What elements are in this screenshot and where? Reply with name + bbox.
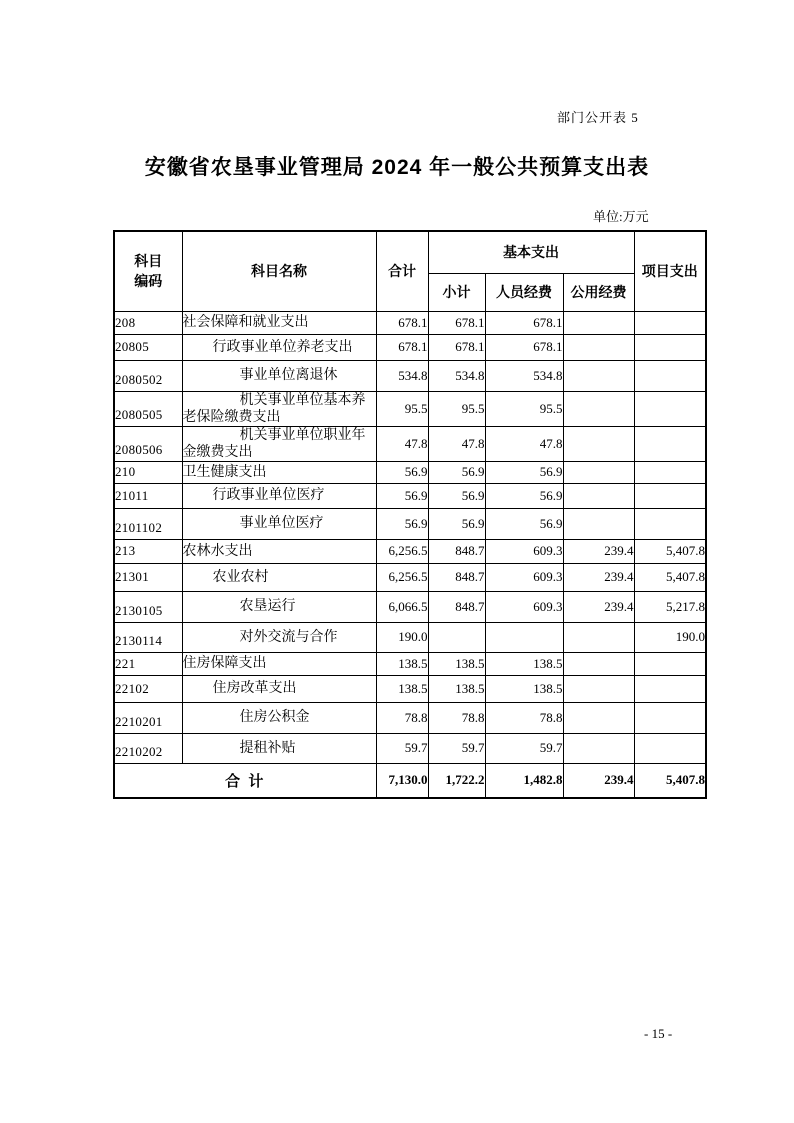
page-title: 安徽省农垦事业管理局 2024 年一般公共预算支出表	[144, 156, 650, 179]
personnel-value-cell: 138.5	[485, 675, 563, 702]
project-value-cell: 5,217.8	[634, 591, 706, 622]
subject-name-cell: 提租补贴	[182, 733, 376, 763]
project-value-cell	[634, 391, 706, 426]
project-value-cell	[634, 675, 706, 702]
total-value-cell: 190.0	[376, 622, 428, 652]
table-row	[114, 391, 706, 426]
project-value-cell	[634, 426, 706, 461]
public-value-cell: 239.4	[563, 539, 634, 563]
personnel-value-cell: 95.5	[485, 391, 563, 426]
subject-code-cell: 22102	[114, 675, 182, 702]
subject-name-cell: 行政事业单位医疗	[182, 483, 376, 508]
project-value-cell	[634, 652, 706, 675]
total-value-cell: 6,256.5	[376, 563, 428, 591]
subject-code-cell: 208	[114, 311, 182, 334]
project-value-cell: 190.0	[634, 622, 706, 652]
subtotal-value-cell: 534.8	[428, 360, 485, 391]
subject-name-cell: 农林水支出	[182, 539, 376, 563]
total-value-cell: 6,256.5	[376, 539, 428, 563]
subject-code-cell: 2080506	[114, 426, 182, 461]
total-value-cell: 534.8	[376, 360, 428, 391]
personnel-value-cell: 534.8	[485, 360, 563, 391]
subject-code-cell: 210	[114, 461, 182, 483]
grand-total-row	[114, 763, 706, 798]
project-value-cell	[634, 733, 706, 763]
personnel-value-cell	[485, 622, 563, 652]
subject-code-cell: 2210201	[114, 702, 182, 733]
subject-code-cell: 213	[114, 539, 182, 563]
personnel-value-cell: 56.9	[485, 461, 563, 483]
table-row	[114, 591, 706, 622]
total-value-cell: 78.8	[376, 702, 428, 733]
public-value-cell	[563, 461, 634, 483]
subtotal-value-cell: 848.7	[428, 563, 485, 591]
public-value-cell	[563, 733, 634, 763]
grand-total-label: 合 计	[114, 763, 376, 798]
grand-total-total-cell: 7,130.0	[376, 763, 428, 798]
table-row	[114, 622, 706, 652]
total-value-cell: 95.5	[376, 391, 428, 426]
subject-name-cell: 社会保障和就业支出	[182, 311, 376, 334]
table-row	[114, 426, 706, 461]
personnel-value-cell: 78.8	[485, 702, 563, 733]
subtotal-value-cell: 678.1	[428, 311, 485, 334]
table-header	[114, 231, 706, 311]
table-row	[114, 334, 706, 360]
personnel-value-cell: 609.3	[485, 539, 563, 563]
budget-table	[113, 230, 707, 799]
grand-total-project-cell: 5,407.8	[634, 763, 706, 798]
subject-name-cell: 机关事业单位基本养老保险缴费支出	[182, 391, 376, 426]
subject-code-cell: 2130114	[114, 622, 182, 652]
header-subject-name: 科目名称	[182, 231, 376, 311]
personnel-value-cell: 609.3	[485, 563, 563, 591]
total-value-cell: 678.1	[376, 311, 428, 334]
subject-code-cell: 2080505	[114, 391, 182, 426]
header-personnel-funds: 人员经费	[485, 273, 563, 311]
project-value-cell	[634, 360, 706, 391]
subtotal-value-cell: 138.5	[428, 652, 485, 675]
total-value-cell: 56.9	[376, 461, 428, 483]
subtotal-value-cell: 59.7	[428, 733, 485, 763]
total-value-cell: 678.1	[376, 334, 428, 360]
subject-code-cell: 21301	[114, 563, 182, 591]
grand-total-subtotal-cell: 1,722.2	[428, 763, 485, 798]
table-row	[114, 483, 706, 508]
subject-name-cell: 事业单位医疗	[182, 508, 376, 539]
table-row	[114, 360, 706, 391]
project-value-cell	[634, 483, 706, 508]
subject-name-cell: 对外交流与合作	[182, 622, 376, 652]
header-subject-code	[114, 231, 182, 311]
subject-code-cell: 2101102	[114, 508, 182, 539]
corner-note: 部门公开表 5	[557, 110, 639, 125]
project-value-cell	[634, 311, 706, 334]
table-row	[114, 652, 706, 675]
subject-name-cell: 住房保障支出	[182, 652, 376, 675]
public-value-cell: 239.4	[563, 591, 634, 622]
public-value-cell	[563, 311, 634, 334]
project-value-cell	[634, 461, 706, 483]
project-value-cell: 5,407.8	[634, 539, 706, 563]
table-row	[114, 508, 706, 539]
total-value-cell: 56.9	[376, 508, 428, 539]
total-value-cell: 56.9	[376, 483, 428, 508]
personnel-value-cell: 56.9	[485, 508, 563, 539]
subject-code-cell: 20805	[114, 334, 182, 360]
total-value-cell: 47.8	[376, 426, 428, 461]
table-row	[114, 539, 706, 563]
subject-name-cell: 农垦运行	[182, 591, 376, 622]
table-row	[114, 461, 706, 483]
header-public-funds: 公用经费	[563, 273, 634, 311]
header-total: 合计	[376, 231, 428, 311]
grand-total-public-cell: 239.4	[563, 763, 634, 798]
total-value-cell: 138.5	[376, 652, 428, 675]
public-value-cell	[563, 334, 634, 360]
public-value-cell	[563, 508, 634, 539]
subtotal-value-cell: 56.9	[428, 483, 485, 508]
subtotal-value-cell: 56.9	[428, 508, 485, 539]
table-row	[114, 675, 706, 702]
subtotal-value-cell: 78.8	[428, 702, 485, 733]
project-value-cell	[634, 334, 706, 360]
personnel-value-cell: 678.1	[485, 311, 563, 334]
public-value-cell	[563, 622, 634, 652]
subtotal-value-cell: 848.7	[428, 591, 485, 622]
header-subject-code-line1: 科目	[134, 253, 163, 270]
subtotal-value-cell: 138.5	[428, 675, 485, 702]
table-row	[114, 733, 706, 763]
personnel-value-cell: 59.7	[485, 733, 563, 763]
project-value-cell	[634, 702, 706, 733]
public-value-cell	[563, 426, 634, 461]
subject-code-cell: 221	[114, 652, 182, 675]
header-basic-expenditure: 基本支出	[428, 231, 634, 273]
public-value-cell	[563, 391, 634, 426]
personnel-value-cell: 609.3	[485, 591, 563, 622]
table-row	[114, 563, 706, 591]
subtotal-value-cell	[428, 622, 485, 652]
header-subtotal: 小计	[428, 273, 485, 311]
public-value-cell	[563, 675, 634, 702]
subtotal-value-cell: 47.8	[428, 426, 485, 461]
subject-code-cell: 2130105	[114, 591, 182, 622]
unit-label: 单位:万元	[593, 209, 649, 224]
public-value-cell	[563, 483, 634, 508]
public-value-cell	[563, 702, 634, 733]
personnel-value-cell: 138.5	[485, 652, 563, 675]
subject-name-cell: 住房公积金	[182, 702, 376, 733]
subject-name-cell: 卫生健康支出	[182, 461, 376, 483]
subject-name-cell: 事业单位离退休	[182, 360, 376, 391]
header-subject-code-line2: 编码	[134, 273, 163, 290]
public-value-cell	[563, 360, 634, 391]
personnel-value-cell: 678.1	[485, 334, 563, 360]
project-value-cell: 5,407.8	[634, 563, 706, 591]
project-value-cell	[634, 508, 706, 539]
personnel-value-cell: 47.8	[485, 426, 563, 461]
subtotal-value-cell: 95.5	[428, 391, 485, 426]
subject-name-cell: 农业农村	[182, 563, 376, 591]
public-value-cell: 239.4	[563, 563, 634, 591]
total-value-cell: 59.7	[376, 733, 428, 763]
subject-code-cell: 21011	[114, 483, 182, 508]
subject-name-cell: 行政事业单位养老支出	[182, 334, 376, 360]
subject-name-cell: 机关事业单位职业年金缴费支出	[182, 426, 376, 461]
page-number: - 15 -	[644, 1026, 673, 1041]
total-value-cell: 138.5	[376, 675, 428, 702]
subtotal-value-cell: 848.7	[428, 539, 485, 563]
subtotal-value-cell: 678.1	[428, 334, 485, 360]
header-project-expenditure: 项目支出	[634, 231, 706, 311]
subject-code-cell: 2210202	[114, 733, 182, 763]
public-value-cell	[563, 652, 634, 675]
table-body	[114, 311, 706, 798]
subtotal-value-cell: 56.9	[428, 461, 485, 483]
personnel-value-cell: 56.9	[485, 483, 563, 508]
subject-code-cell: 2080502	[114, 360, 182, 391]
table-row	[114, 702, 706, 733]
table-row	[114, 311, 706, 334]
total-value-cell: 6,066.5	[376, 591, 428, 622]
subject-name-cell: 住房改革支出	[182, 675, 376, 702]
grand-total-personnel-cell: 1,482.8	[485, 763, 563, 798]
